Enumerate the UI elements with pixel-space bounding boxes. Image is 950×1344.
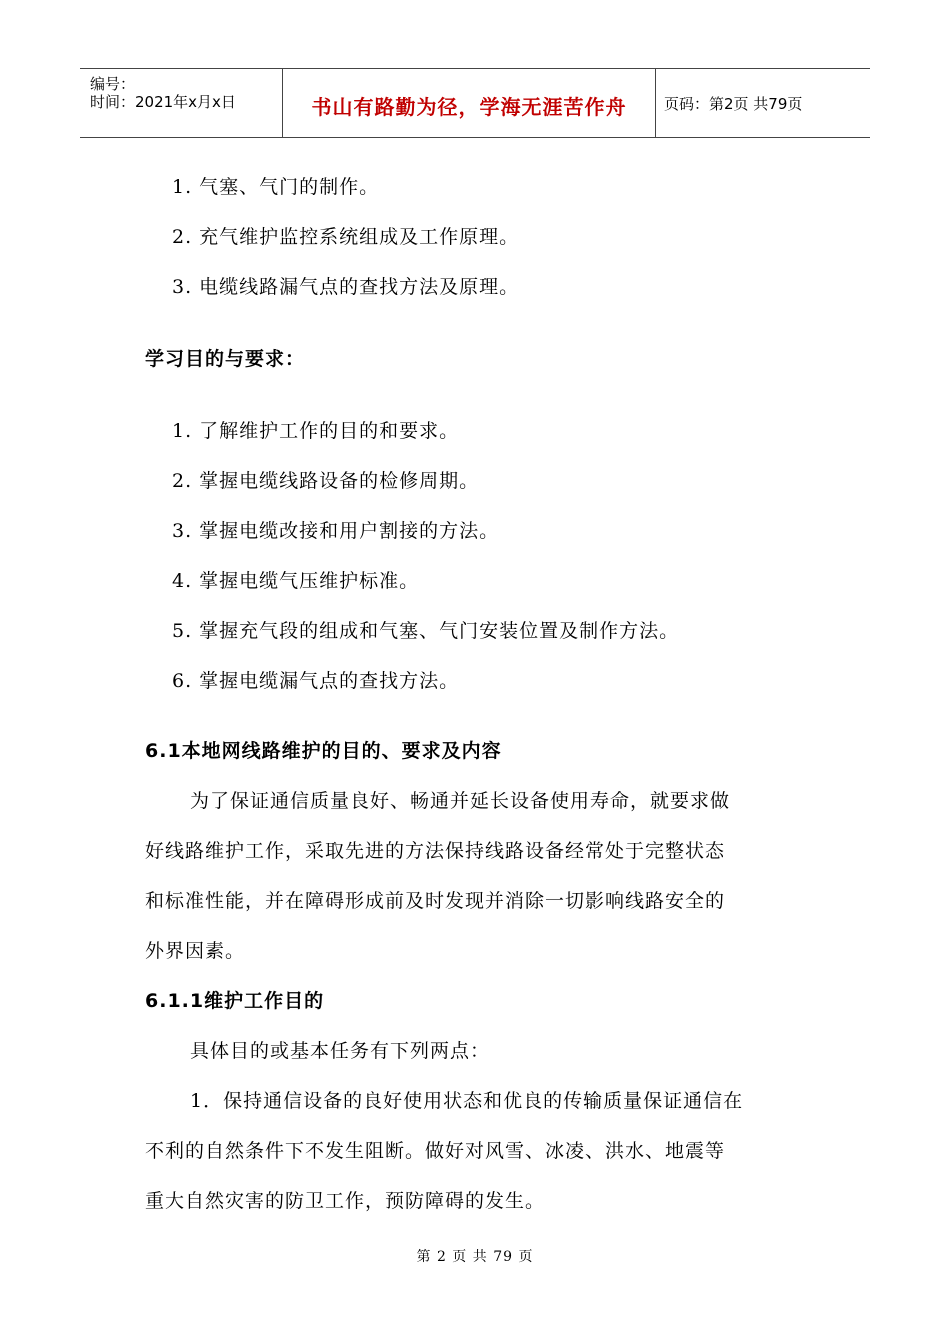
list-item: 3. 掌握电缆改接和用户割接的方法。 — [172, 520, 500, 542]
list-item: 1. 了解维护工作的目的和要求。 — [172, 420, 460, 442]
motto: 书山有路勤为径，学海无涯苦作舟 — [311, 95, 627, 119]
list-item: 6. 掌握电缆漏气点的查找方法。 — [172, 670, 460, 692]
list-item: 2. 掌握电缆线路设备的检修周期。 — [172, 470, 480, 492]
list-item: 3. 电缆线路漏气点的查找方法及原理。 — [172, 276, 520, 298]
paragraph-line: 不利的自然条件下不发生阻断。做好对风雪、冰凌、洪水、地震等 — [145, 1140, 726, 1162]
list-item: 1. 气塞、气门的制作。 — [172, 176, 380, 198]
objectives-heading: 学习目的与要求： — [145, 348, 306, 370]
paragraph-line: 好线路维护工作，采取先进的方法保持线路设备经常处于完整状态 — [145, 840, 726, 862]
header-motto-cell — [282, 69, 656, 137]
paragraph-line: 为了保证通信质量良好、畅通并延长设备使用寿命，就要求做 — [190, 790, 731, 812]
number-label: 编号： — [90, 75, 136, 93]
paragraph-line: 重大自然灾害的防卫工作，预防障碍的发生。 — [145, 1190, 546, 1212]
page-info: 页码：第2页 共79页 — [664, 95, 803, 113]
header-left-cell — [80, 69, 282, 137]
paragraph-line: 和标准性能，并在障碍形成前及时发现并消除一切影响线路安全的 — [145, 890, 726, 912]
paragraph-line: 具体目的或基本任务有下列两点： — [190, 1040, 491, 1062]
section-heading-6-1-1: 6.1.1维护工作目的 — [145, 990, 325, 1012]
header-right-cell — [654, 69, 870, 137]
list-item: 2. 充气维护监控系统组成及工作原理。 — [172, 226, 520, 248]
page-header — [80, 68, 870, 138]
list-item: 5. 掌握充气段的组成和气塞、气门安装位置及制作方法。 — [172, 620, 680, 642]
list-item: 4. 掌握电缆气压维护标准。 — [172, 570, 420, 592]
page-footer: 第 2 页 共 79 页 — [416, 1249, 534, 1265]
paragraph-line: 1．保持通信设备的良好使用状态和优良的传输质量保证通信在 — [190, 1090, 744, 1112]
time-label: 时间：2021年x月x日 — [90, 93, 236, 111]
paragraph-line: 外界因素。 — [145, 940, 246, 962]
section-heading-6-1: 6.1本地网线路维护的目的、要求及内容 — [145, 740, 502, 762]
